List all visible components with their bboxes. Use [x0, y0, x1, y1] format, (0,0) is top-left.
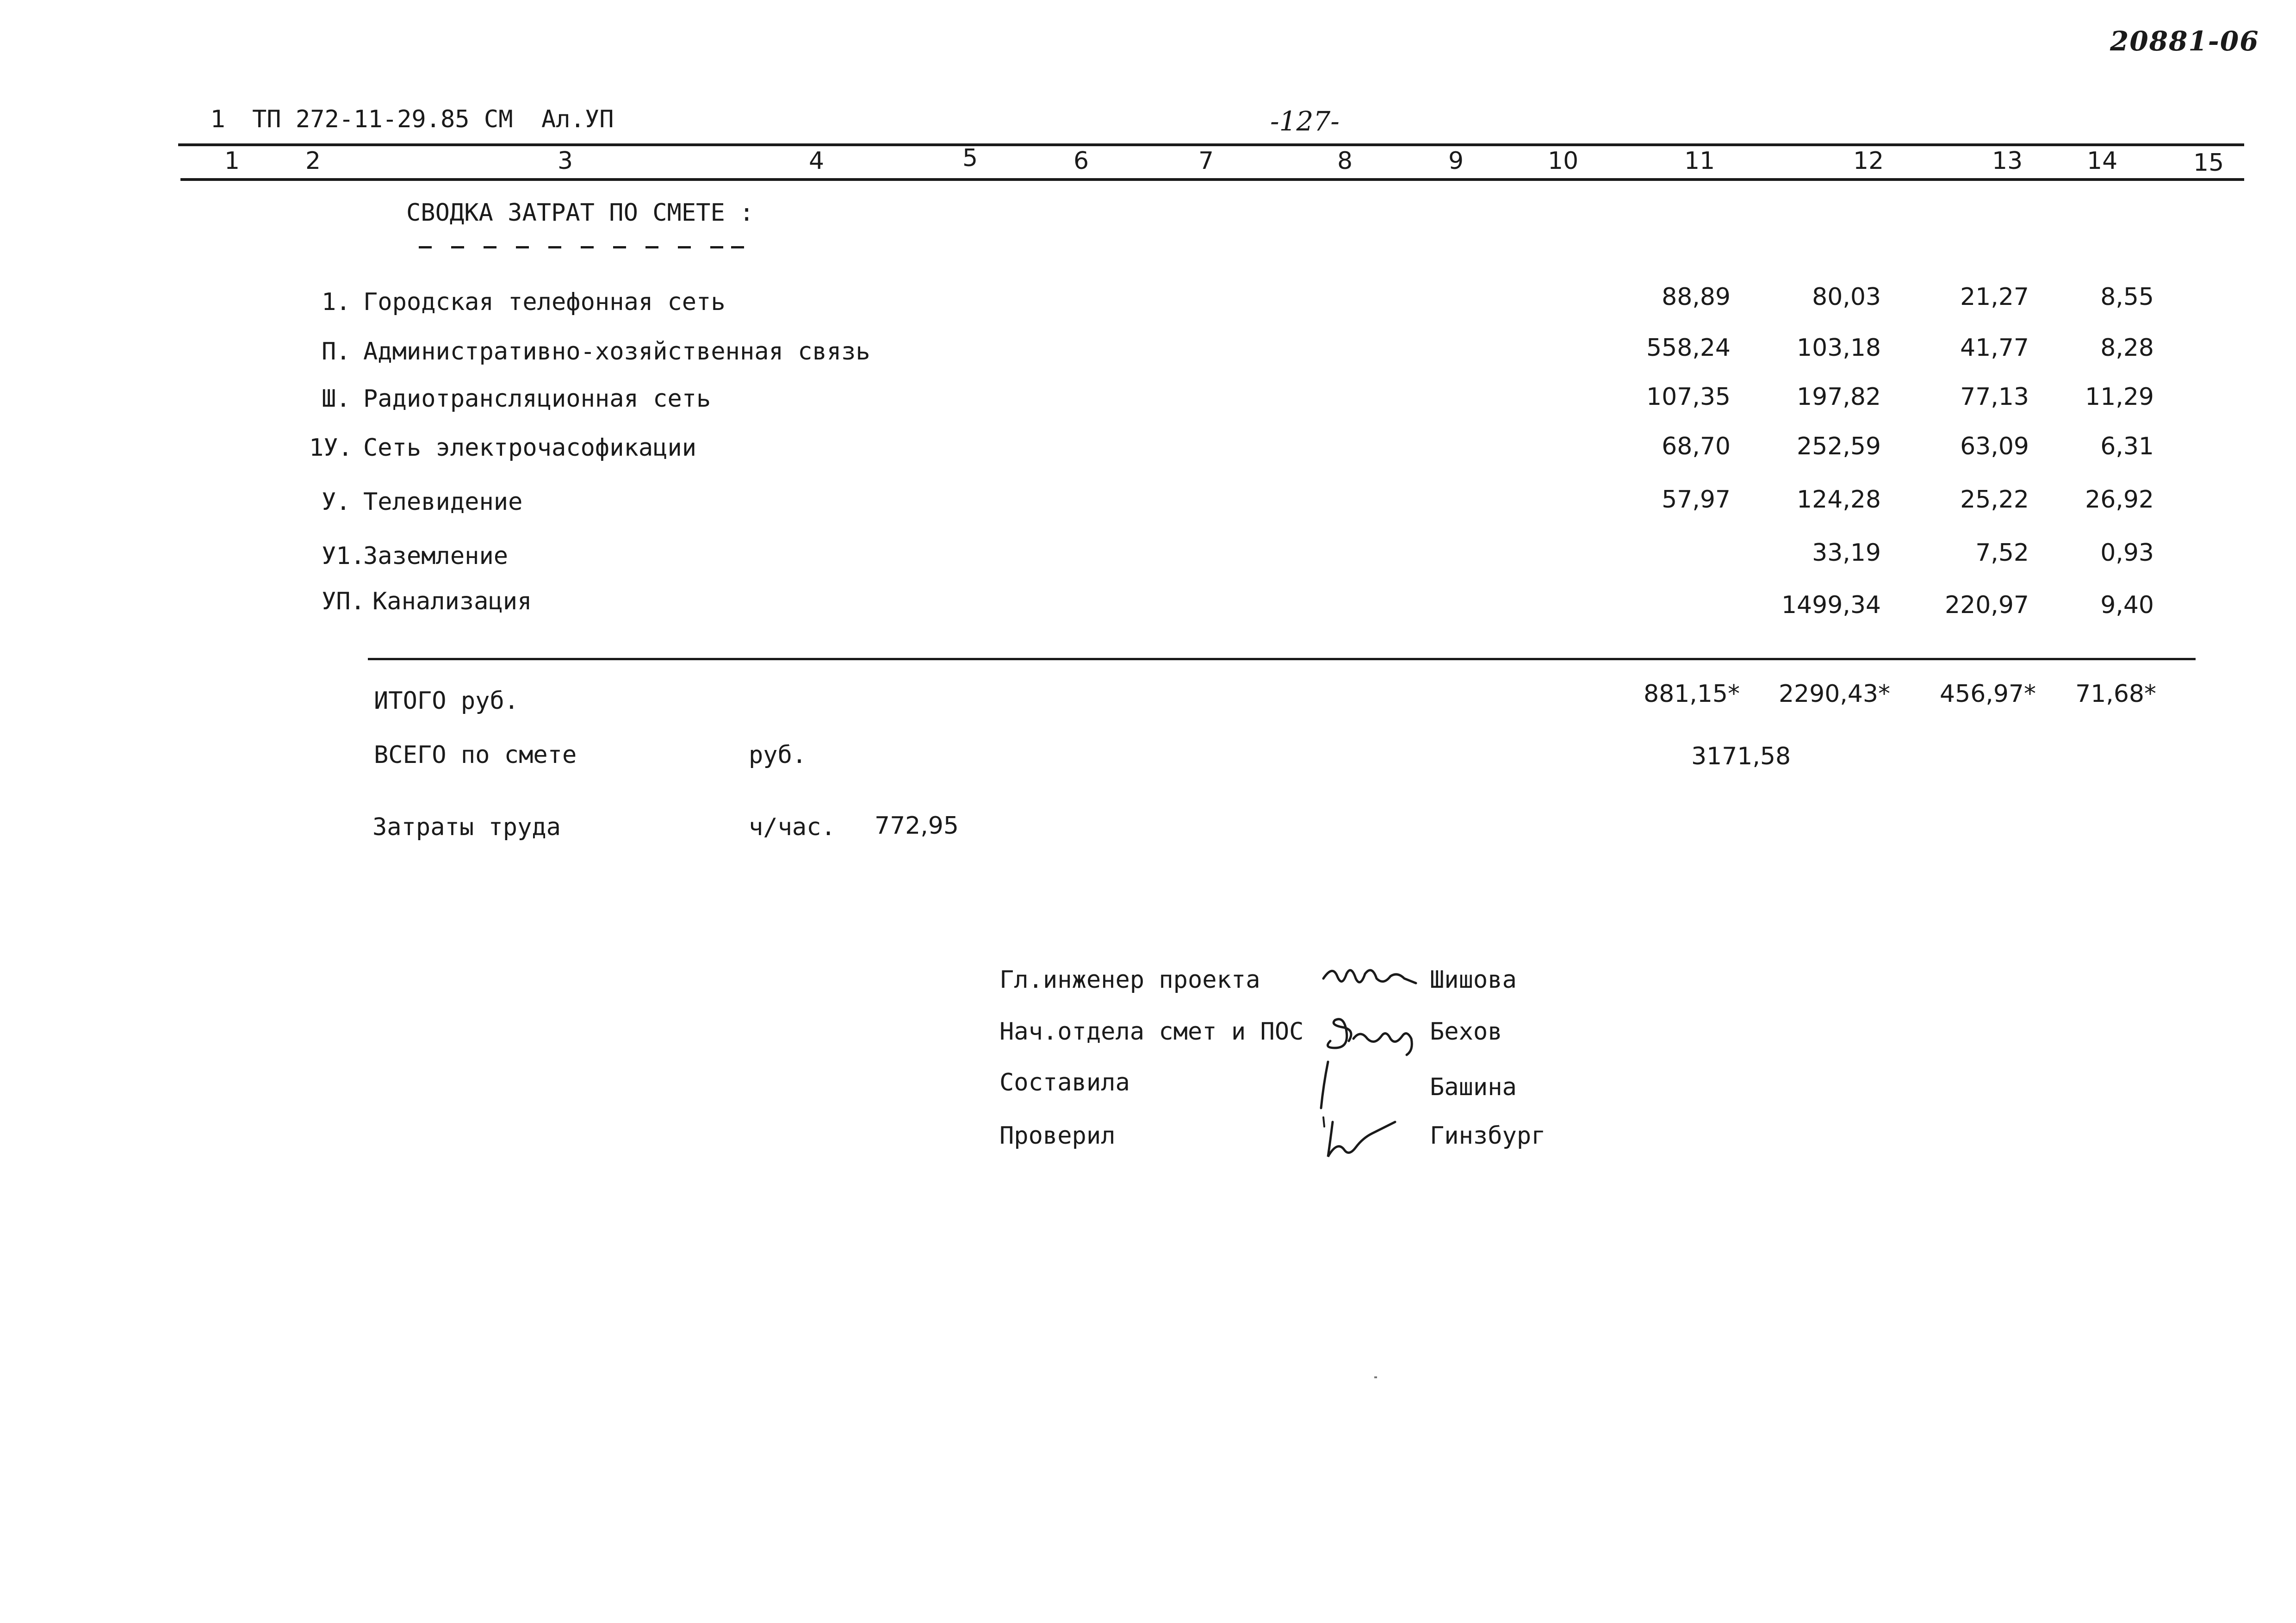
scan-speck: [1374, 1376, 1377, 1378]
album-label: Ал.УП: [541, 105, 614, 133]
header-bottom-rule: [180, 178, 2244, 181]
cell-col14: 8,55: [2100, 283, 2154, 311]
signature-role: Составила: [999, 1069, 1130, 1096]
column-number: 12: [1853, 147, 1884, 175]
cell-col12: 80,03: [1812, 283, 1881, 311]
cell-col13: 21,27: [1960, 283, 2029, 311]
column-number: 7: [1198, 147, 1214, 175]
cell-col12: 124,28: [1797, 486, 1881, 514]
cell-col12: 103,18: [1797, 334, 1881, 362]
row-number: У1.: [322, 542, 365, 570]
column-number: 5: [962, 144, 978, 172]
total-label: ИТОГО руб.: [374, 687, 519, 715]
total-col13: 456,97*: [1940, 680, 2036, 708]
signature-name: Башина: [1430, 1073, 1517, 1101]
column-number: 13: [1992, 147, 2023, 175]
total-col12: 2290,43*: [1778, 680, 1890, 708]
column-number: 2: [305, 147, 321, 175]
row-number: П.: [322, 338, 351, 365]
cell-col12: 33,19: [1812, 539, 1881, 567]
cell-col11: 558,24: [1646, 334, 1731, 362]
row-number: У.: [322, 488, 351, 516]
sheet-number: 1: [211, 105, 226, 133]
cell-col13: 220,97: [1945, 591, 2029, 619]
cell-col14: 0,93: [2100, 539, 2154, 567]
row-name: Телевидение: [363, 488, 523, 516]
row-name: Административно-хозяйственная связь: [363, 338, 870, 365]
cell-col14: 6,31: [2100, 433, 2154, 460]
signature-role: Гл.инженер проекта: [999, 966, 1260, 994]
row-name: Заземление: [363, 542, 509, 570]
cell-col14: 9,40: [2100, 591, 2154, 619]
cell-col14: 26,92: [2085, 486, 2154, 514]
handwritten-signature: [1321, 1004, 1427, 1059]
cell-col11: 88,89: [1662, 283, 1731, 311]
section-title: СВОДКА ЗАТРАТ ПО СМЕТЕ :: [406, 199, 754, 227]
signature-name: Гинзбург: [1430, 1122, 1546, 1150]
row-name: Канализация: [372, 588, 532, 615]
row-name: Сеть электрочасофикации: [363, 434, 697, 462]
cell-col13: 63,09: [1960, 433, 2029, 460]
cell-col11: 57,97: [1662, 486, 1731, 514]
handwritten-signature: [1319, 960, 1421, 997]
handwritten-signature: [1305, 1057, 1407, 1168]
grand-total-value: 3171,58: [1691, 743, 1791, 770]
header-top-rule: [178, 143, 2244, 146]
row-name: Радиотрансляционная сеть: [363, 385, 711, 413]
labor-label: Затраты труда: [372, 813, 561, 841]
signature-role: Проверил: [999, 1122, 1116, 1150]
cell-col14: 11,29: [2085, 383, 2154, 411]
column-number: 8: [1337, 147, 1353, 175]
total-col14: 71,68*: [2075, 680, 2156, 708]
cell-col11: 68,70: [1662, 433, 1731, 460]
cell-col12: 197,82: [1797, 383, 1881, 411]
row-number: Ш.: [322, 385, 351, 413]
column-number: 4: [809, 147, 825, 175]
column-number: 1: [224, 147, 240, 175]
cell-col12: 1499,34: [1781, 591, 1881, 619]
column-number: 3: [558, 147, 573, 175]
cell-col14: 8,28: [2100, 334, 2154, 362]
column-number: 6: [1074, 147, 1089, 175]
labor-unit: ч/час.: [749, 813, 836, 841]
row-number: 1У.: [309, 434, 353, 462]
column-number: 11: [1684, 147, 1715, 175]
cell-col13: 41,77: [1960, 334, 2029, 362]
total-col11: 881,15*: [1644, 680, 1740, 708]
archive-number: 20881-06: [2110, 25, 2259, 57]
cell-col13: 25,22: [1960, 486, 2029, 514]
page-number: -127-: [1270, 105, 1340, 137]
labor-value: 772,95: [875, 812, 959, 840]
grand-total-unit: руб.: [749, 741, 807, 769]
signature-name: Бехов: [1430, 1018, 1502, 1046]
column-number: 15: [2193, 149, 2224, 177]
signature-role: Нач.отдела смет и ПОС: [999, 1018, 1304, 1046]
cell-col13: 77,13: [1960, 383, 2029, 411]
row-number: УП.: [322, 588, 365, 615]
document-code: ТП 272-11-29.85 СМ: [252, 105, 513, 133]
column-number: 14: [2087, 147, 2118, 175]
signature-name: Шишова: [1430, 966, 1517, 994]
cell-col12: 252,59: [1797, 433, 1881, 460]
column-number: 10: [1548, 147, 1579, 175]
grand-total-label: ВСЕГО по смете: [374, 741, 577, 769]
cell-col13: 7,52: [1975, 539, 2029, 567]
totals-rule: [368, 658, 2196, 660]
column-number: 9: [1448, 147, 1464, 175]
row-number: 1.: [322, 288, 351, 316]
row-name: Городская телефонная сеть: [363, 288, 726, 316]
cell-col11: 107,35: [1646, 383, 1731, 411]
